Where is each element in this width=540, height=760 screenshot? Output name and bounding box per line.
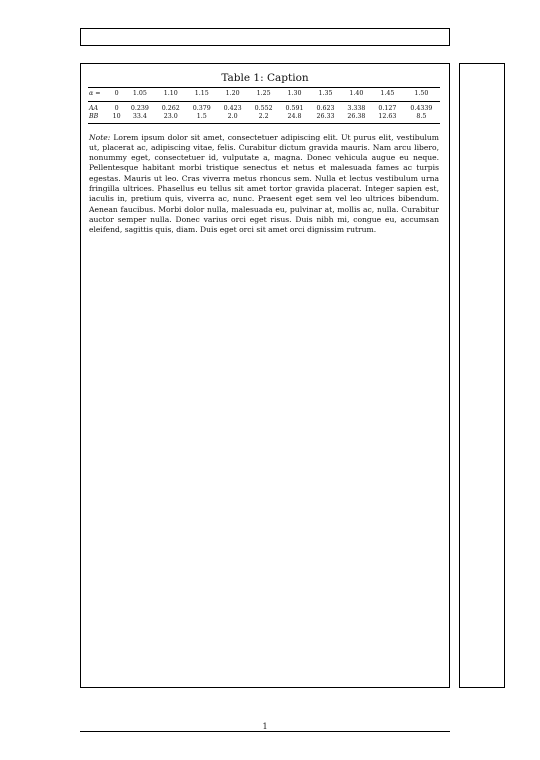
table-cell: BB — [89, 113, 99, 120]
table-row — [88, 113, 440, 124]
header-cell: 1.10 — [163, 90, 178, 97]
header-cell: 1.30 — [287, 90, 302, 97]
header-frame — [80, 28, 450, 46]
table-cell: 0 — [114, 105, 119, 112]
table-row — [88, 102, 440, 114]
table-cell: 3.338 — [347, 105, 366, 112]
margin-notes-frame — [459, 63, 505, 688]
table-header-row — [88, 88, 440, 102]
table-cell: 0.552 — [254, 105, 273, 112]
note-label: Note: — [89, 132, 111, 142]
table-caption: Table 1: Caption — [221, 72, 309, 84]
table-note — [89, 133, 439, 236]
header-cell: α = — [89, 90, 101, 97]
table-cell: 8.5 — [416, 113, 427, 120]
header-cell: 1.50 — [414, 90, 429, 97]
table-cell: 26.38 — [347, 113, 366, 120]
footer-rule — [80, 731, 450, 732]
table-cell: AA — [89, 105, 99, 112]
header-cell: 1.15 — [194, 90, 209, 97]
table-cell: 10 — [112, 113, 121, 120]
table-cell: 12.63 — [378, 113, 397, 120]
note-text: Lorem ipsum dolor sit amet, consectetuer adipiscing elit. Ut purus elit, vestibulum ut, placerat ac, adipiscing vitae, felis. Curabitur dictum gravida mauris. Nam arcu libero, nonummy eget, consectetuer id, vulputate a, magna. Donec vehicula augue eu neque. Pellentesque habitant morbi tristique senectus et netus et malesuada fames ac turpis egestas. Mauris ut leo. Cras viverra metus rhoncus sem. Nulla et lectus vestibulum urna fringilla ultrices. Phasellus eu tellus sit amet tortor gravida placerat. Integer sapien est, iaculis in, pretium quis, viverra ac, nunc. Praesent eget sem vel leo ultrices bibendum. Aenean faucibus. Morbi dolor nulla, malesuada eu, pulvinar at, mollis ac, nulla. Curabitur auctor semper nulla. Donec varius orci eget risus. Duis nibh mi, congue eu, accumsan eleifend, sagittis quis, diam. Duis eget orci sit amet orci dignissim rutrum. — [89, 132, 439, 235]
header-cell: 1.45 — [380, 90, 395, 97]
table-cell: 33.4 — [132, 113, 147, 120]
table-cell: 0.623 — [316, 105, 335, 112]
header-cell: 1.20 — [225, 90, 240, 97]
data-table — [88, 87, 440, 124]
table-cell: 2.0 — [227, 113, 238, 120]
table-cell: 23.0 — [163, 113, 178, 120]
page-number: 1 — [262, 722, 268, 731]
table-cell: 1.5 — [196, 113, 207, 120]
header-cell: 1.40 — [349, 90, 364, 97]
header-cell: 1.05 — [132, 90, 147, 97]
table-cell: 0.262 — [161, 105, 180, 112]
header-cell: 1.25 — [256, 90, 271, 97]
table-cell: 0.379 — [192, 105, 211, 112]
table-cell: 26.33 — [316, 113, 335, 120]
table-cell: 0.239 — [130, 105, 149, 112]
table-cell: 0.4339 — [410, 105, 433, 112]
header-cell: 0 — [114, 90, 119, 97]
table-cell: 0.423 — [223, 105, 242, 112]
header-cell: 1.35 — [318, 90, 333, 97]
table-cell: 24.8 — [287, 113, 302, 120]
table-cell: 0.591 — [285, 105, 304, 112]
table-cell: 2.2 — [258, 113, 269, 120]
table-cell: 0.127 — [378, 105, 397, 112]
